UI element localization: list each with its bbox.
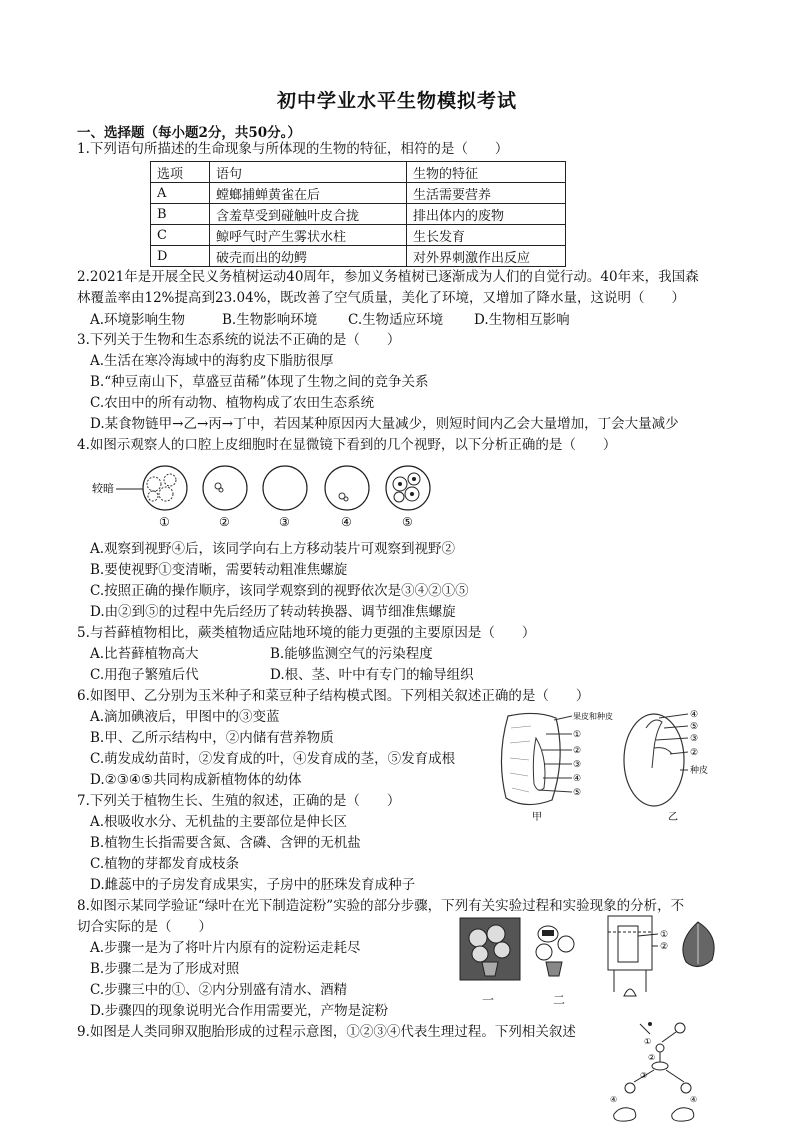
table-header-row	[151, 162, 566, 183]
fig-num: ②	[219, 515, 230, 529]
q4-stem: 4.如图示观察人的口腔上皮细胞时在显微镜下看到的几个视野，以下分析正确的是（ ）	[77, 437, 617, 453]
q6-option-b: B.甲、乙所示结构中，②内储有营养物质	[90, 730, 334, 746]
q4-option-a: A.观察到视野④后，该同学向右上方移动装片可观察到视野②	[90, 541, 456, 557]
q7-option-a: A.根吸收水分、无机盐的主要部位是伸长区	[90, 814, 348, 830]
q7-option-b: B.植物生长指需要含氮、含磷、含钾的无机盐	[90, 835, 361, 851]
table-row	[151, 246, 566, 267]
seed-structure-figure	[496, 708, 718, 823]
table-cell: 鲸呼气时产生雾状水柱	[210, 225, 407, 246]
table-cell: C	[151, 225, 210, 246]
q2-option-c: C.生物适应环境	[348, 312, 444, 328]
table-cell: B	[151, 204, 210, 225]
q2-option-b: B.生物影响环境	[222, 312, 318, 328]
table-cell: 螳螂捕蝉黄雀在后	[210, 183, 407, 204]
fig-num: ④	[573, 774, 582, 784]
q9-stem: 9.如图是人类同卵双胞胎形成的过程示意图，①②③④代表生理过程。下列相关叙述	[77, 1024, 576, 1040]
q3-option-c: C.农田中的所有动物、植物构成了农田生态系统	[90, 395, 375, 411]
q8-stem-line1: 8.如图示某同学验证“绿叶在光下制造淀粉”实验的部分步骤，下列有关实验过程和实验现象的分析，不	[77, 898, 685, 914]
photosynthesis-experiment-figure	[458, 912, 720, 1017]
q3-stem: 3.下列关于生物和生态系统的说法不正确的是（ ）	[77, 332, 401, 348]
fig-num: ③	[690, 734, 699, 744]
fig-num: ④	[690, 710, 699, 720]
fig-num: ③	[279, 515, 290, 529]
fig-num: ②	[573, 746, 582, 756]
field-1	[143, 466, 187, 510]
q6-option-d: D.②③④⑤共同构成新植物体的幼体	[90, 772, 302, 788]
q1-stem: 1.下列语句所描述的生命现象与所体现的生物的特征，相符的是（ ）	[77, 141, 509, 157]
fig-num: ⑤	[690, 722, 699, 732]
q6-stem: 6.如图甲、乙分别为玉米种子和菜豆种子结构模式图。下列相关叙述正确的是（ ）	[77, 688, 590, 704]
step-label: 一	[482, 993, 495, 1007]
q7-stem: 7.下列关于植物生长、生殖的叙述，正确的是（ ）	[77, 793, 401, 809]
fig-num: ④	[610, 1095, 618, 1104]
fig-num: ④	[341, 515, 352, 529]
fig-num: ①	[159, 515, 170, 529]
q8-stem-line2: 切合实际的是（ ）	[77, 919, 212, 935]
fig-num: ②	[648, 1053, 656, 1062]
table-cell: 对外界刺激作出反应	[407, 246, 566, 267]
table-cell: D	[151, 246, 210, 267]
label-seedcoat: 种皮	[690, 766, 709, 776]
q3-option-a: A.生活在寒冷海域中的海豹皮下脂肪很厚	[90, 353, 334, 369]
table-row	[151, 204, 566, 225]
step1-dark-plant	[460, 918, 520, 980]
field-2	[203, 466, 247, 510]
microscope-fields-figure	[90, 460, 440, 532]
q5-option-c: C.用孢子繁殖后代	[90, 667, 199, 683]
q8-option-d: D.步骤四的现象说明光合作用需要光，产物是淀粉	[90, 1003, 389, 1019]
table-cell: 含羞草受到碰触叶皮合拢	[210, 204, 407, 225]
q7-option-d: D.雌蕊中的子房发育成果实，子房中的胚珠发育成种子	[90, 877, 416, 893]
fig-num: ②	[690, 748, 699, 758]
label-jia: 甲	[532, 812, 542, 823]
field-5	[386, 466, 430, 510]
fig-num: ③	[640, 1071, 648, 1080]
field-3	[263, 466, 307, 510]
table-row	[151, 225, 566, 246]
step3-water-bath	[608, 916, 658, 996]
q5-option-d: D.根、茎、叶中有专门的输导组织	[270, 667, 474, 683]
table-cell: 破壳而出的幼鳄	[210, 246, 407, 267]
q5-option-a: A.比苔藓植物高大	[90, 646, 199, 662]
table-header-cell: 生物的特征	[407, 162, 566, 183]
table-cell: 生活需要营养	[407, 183, 566, 204]
label-yi: 乙	[668, 812, 678, 823]
q3-option-d: D.某食物链甲→乙→丙→丁中，若因某种原因丙大量减少，则短时间内乙会大量增加，丁会大量减少	[90, 416, 679, 432]
q3-option-b: B.“种豆南山下，草盛豆苗稀”体现了生物之间的竞争关系	[90, 374, 429, 390]
table-header-cell: 语句	[210, 162, 407, 183]
q8-option-a: A.步骤一是为了将叶片内原有的淀粉运走耗尽	[90, 940, 361, 956]
section-heading: 一、选择题（每小题2分，共50分。）	[77, 125, 301, 141]
fig-num: ②	[660, 942, 669, 952]
fig-num: ①	[644, 1037, 652, 1046]
twins-formation-figure	[600, 1020, 710, 1123]
step4-stained-leaf	[683, 922, 714, 967]
q2-stem-line2: 林覆盖率由12%提高到23.04%，既改善了空气质量，美化了环境，又增加了降水量，这说明（ ）	[77, 290, 685, 306]
q2-option-a: A.环境影响生物	[90, 312, 186, 328]
step2-covered-leaf	[536, 926, 574, 976]
q2-stem-line1: 2.2021年是开展全民义务植树运动40周年，参加义务植树已逐渐成为人们的自觉行动。40年来，我国森	[77, 269, 699, 285]
q6-option-a: A.滴加碘液后，甲图中的③变蓝	[90, 709, 280, 725]
table-header-cell: 选项	[151, 162, 210, 183]
fig-num: ①	[573, 730, 582, 740]
table-cell: 生长发育	[407, 225, 566, 246]
fig-num: ①	[660, 930, 669, 940]
q1-table	[150, 161, 566, 267]
q5-stem: 5.与苔藓植物相比，蕨类植物适应陆地环境的能力更强的主要原因是（ ）	[77, 625, 536, 641]
fig-num: ④	[690, 1095, 698, 1104]
fig-num: ③	[573, 760, 582, 770]
fig-num: ⑤	[573, 788, 582, 798]
q4-option-d: D.由②到⑤的过程中先后经历了转动转换器、调节细准焦螺旋	[90, 604, 456, 620]
fig-label-dark: 较暗	[92, 482, 114, 495]
fig-num: ⑤	[402, 515, 413, 529]
label-pericarp: 果皮和种皮	[573, 712, 613, 721]
table-cell: 排出体内的废物	[407, 204, 566, 225]
q8-option-b: B.步骤二是为了形成对照	[90, 961, 240, 977]
q4-option-b: B.要使视野①变清晰，需要转动粗准焦螺旋	[90, 562, 348, 578]
q6-option-c: C.萌发成幼苗时，②发育成的叶，④发育成的茎，⑤发育成根	[90, 751, 456, 767]
field-4	[325, 466, 369, 510]
q2-option-d: D.生物相互影响	[474, 312, 570, 328]
table-row	[151, 183, 566, 204]
q8-option-c: C.步骤三中的①、②内分别盛有清水、酒精	[90, 982, 348, 998]
q7-option-c: C.植物的芽都发育成枝条	[90, 856, 240, 872]
q5-option-b: B.能够监测空气的污染程度	[270, 646, 433, 662]
page-title: 初中学业水平生物模拟考试	[276, 90, 517, 112]
table-cell: A	[151, 183, 210, 204]
q4-option-c: C.按照正确的操作顺序，该同学观察到的视野依次是③④②①⑤	[90, 583, 469, 599]
step-label: 二	[553, 993, 566, 1007]
